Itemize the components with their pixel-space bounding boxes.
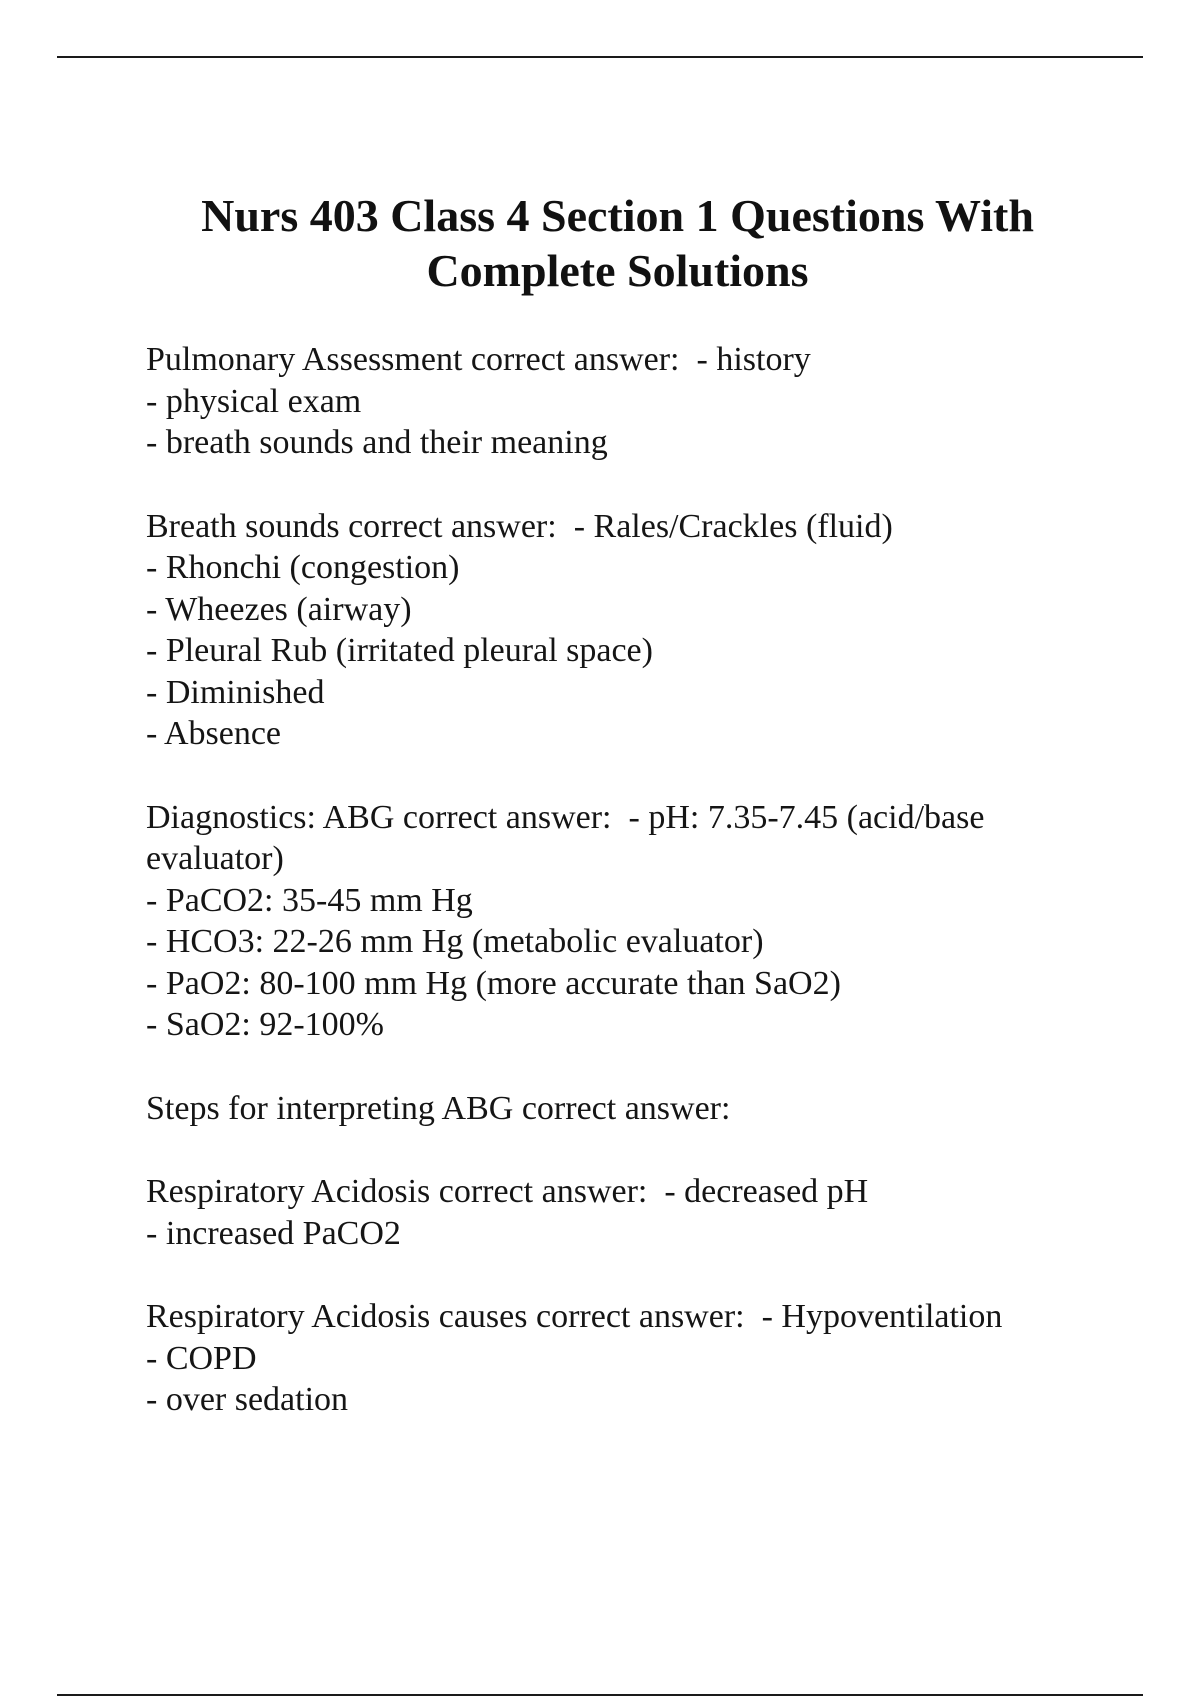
qa-line: Diagnostics: ABG correct answer: - pH: 7.35-7.45 (acid/base <box>146 798 985 836</box>
page-title <box>100 188 1135 298</box>
qa-line: - PaCO2: 35-45 mm Hg <box>146 881 473 919</box>
qa-line: Respiratory Acidosis causes correct answer: - Hypoventilation <box>146 1298 1003 1335</box>
top-rule <box>57 56 1143 58</box>
title-line: Nurs 403 Class 4 Section 1 Questions With <box>201 190 1034 241</box>
qa-entry-breath-sounds <box>146 506 1126 755</box>
qa-line: - Absence <box>146 715 282 752</box>
qa-line: Breath sounds correct answer: - Rales/Crackles (fluid) <box>146 507 893 545</box>
qa-line: - physical exam <box>146 382 362 420</box>
qa-entry-diagnostics-abg <box>146 797 1126 1046</box>
qa-line: Respiratory Acidosis correct answer: - decreased pH <box>146 1173 869 1210</box>
qa-line: - Rhonchi (congestion) <box>146 549 460 586</box>
title-line: Complete Solutions <box>426 245 809 296</box>
bottom-rule <box>57 1694 1143 1696</box>
qa-line: - Pleural Rub (irritated pleural space) <box>146 632 653 669</box>
qa-line: - HCO3: 22-26 mm Hg (metabolic evaluator) <box>146 923 764 960</box>
qa-line: - over sedation <box>146 1381 349 1418</box>
qa-entry-steps-interpreting-abg <box>146 1088 1126 1130</box>
qa-line: - breath sounds and their meaning <box>146 424 608 461</box>
qa-line: - SaO2: 92-100% <box>146 1006 384 1043</box>
qa-line: Pulmonary Assessment correct answer: - history <box>146 341 811 378</box>
qa-line: evaluator) <box>146 840 284 877</box>
qa-line: Steps for interpreting ABG correct answer: <box>146 1089 731 1127</box>
qa-entry-pulmonary-assessment <box>146 339 1126 464</box>
document-body <box>146 339 1126 1463</box>
qa-line: - Diminished <box>146 673 325 711</box>
qa-line: - Wheezes (airway) <box>146 590 412 628</box>
qa-entry-respiratory-acidosis <box>146 1171 1126 1254</box>
qa-entry-respiratory-acidosis-causes <box>146 1296 1126 1421</box>
qa-line: - increased PaCO2 <box>146 1214 401 1252</box>
qa-line: - COPD <box>146 1339 257 1377</box>
qa-line: - PaO2: 80-100 mm Hg (more accurate than SaO2) <box>146 964 841 1002</box>
